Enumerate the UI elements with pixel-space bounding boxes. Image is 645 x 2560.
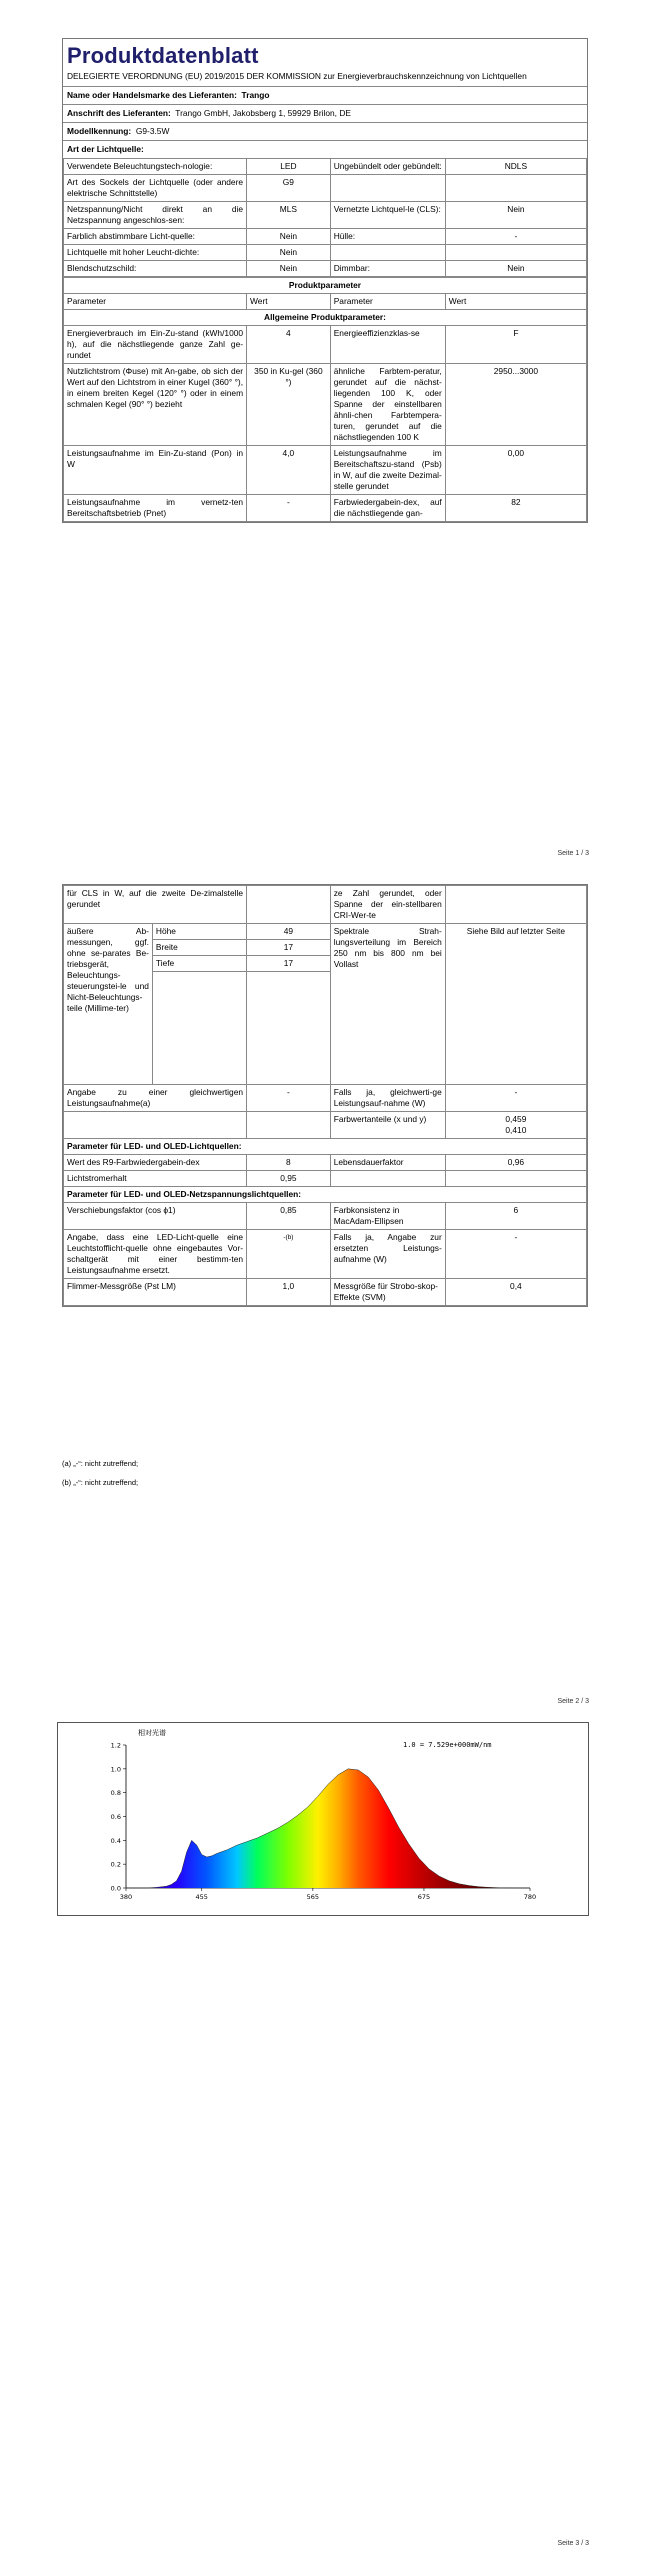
model-row — [63, 122, 587, 140]
type-cell: Lichtquelle mit hoher Leucht-dichte: — [64, 245, 247, 261]
replace-r-label: Falls ja, Angabe zur ersetzten Leistungs-aufnahme (W) — [330, 1230, 445, 1279]
mains-header: Parameter für LED- und OLED-Netzspannungslichtquellen: — [64, 1187, 587, 1203]
maint-empty-value — [445, 1171, 586, 1187]
maint-empty — [330, 1171, 445, 1187]
cont-left: für CLS in W, auf die zweite De-zimalstelle gerundet — [64, 886, 247, 924]
type-cell — [445, 175, 586, 202]
x-tick-label: 780 — [523, 1893, 537, 1901]
maint-label: Lichtstromerhalt — [64, 1171, 247, 1187]
general-row — [64, 446, 587, 495]
type-cell: Dimmbar: — [330, 261, 445, 277]
type-cell — [445, 245, 586, 261]
replace-r-value: - — [445, 1230, 586, 1279]
x-tick-label: 565 — [306, 1893, 320, 1901]
type-cell: Hülle: — [330, 229, 445, 245]
type-row — [64, 245, 587, 261]
params-table-continued — [63, 885, 587, 1306]
survival-value: 0,96 — [445, 1155, 586, 1171]
general-cell: 0,00 — [445, 446, 586, 495]
type-cell: NDLS — [445, 159, 586, 175]
equiv-label: Angabe zu einer gleichwertigen Leistungsaufnahme(a) — [64, 1085, 247, 1112]
r9-value: 8 — [247, 1155, 331, 1171]
general-cell: Leistungsaufnahme im vernetz-ten Bereitschaftsbetrieb (Pnet) — [64, 495, 247, 522]
chroma-empty — [64, 1112, 247, 1139]
svm-label: Messgröße für Strobo-skop-Effekte (SVM) — [330, 1279, 445, 1306]
x-tick-label: 380 — [119, 1893, 133, 1901]
led-header: Parameter für LED- und OLED-Lichtquellen: — [64, 1139, 587, 1155]
type-row — [64, 159, 587, 175]
general-cell: Energieverbrauch im Ein-Zu-stand (kWh/1000 h), auf die nächstliegende ganze Zahl ge-rundet — [64, 326, 247, 364]
type-cell — [330, 245, 445, 261]
dim-value-1: 17 — [247, 940, 331, 956]
page-title: Produktdatenblatt — [67, 43, 259, 68]
general-cell: F — [445, 326, 586, 364]
address-label: Anschrift des Lieferanten: — [67, 108, 171, 118]
dim-label-0: Höhe — [152, 924, 246, 940]
y-tick-label: 0.8 — [110, 1789, 121, 1798]
general-cell: 4,0 — [247, 446, 331, 495]
type-table — [63, 158, 587, 277]
general-row — [64, 364, 587, 446]
type-cell: - — [445, 229, 586, 245]
footnote-a: (a) „-“: nicht zutreffend; — [62, 1459, 139, 1468]
general-header: Allgemeine Produktparameter: — [64, 310, 587, 326]
cont-left-value — [247, 886, 331, 924]
supplier-row — [63, 86, 587, 104]
supplier-label: Name oder Handelsmarke des Lieferanten: — [67, 90, 237, 100]
cont-right: ze Zahl gerundet, oder Spanne der ein-stellbaren CRI-Wer-te — [330, 886, 445, 924]
type-cell: G9 — [247, 175, 331, 202]
type-cell — [330, 175, 445, 202]
chroma-empty-value — [247, 1112, 331, 1139]
params-header: Produktparameter — [64, 278, 587, 294]
x-tick-label: 455 — [195, 1893, 208, 1901]
page-2 — [0, 860, 645, 1710]
type-cell: Nein — [445, 202, 586, 229]
type-cell: Vernetzte Lichtquel-le (CLS): — [330, 202, 445, 229]
page-1 — [0, 0, 645, 860]
r9-label: Wert des R9-Farbwiedergabein-dex — [64, 1155, 247, 1171]
type-cell: Nein — [247, 245, 331, 261]
spectrum-area — [126, 1769, 530, 1888]
svm-value: 0,4 — [445, 1279, 586, 1306]
y-tick-label: 0.0 — [110, 1884, 121, 1893]
replace-label: Angabe, dass eine LED-Licht-quelle eine Leuchtstofflicht-quelle ohne eingebautes Vor-schaltgerät mit einer bestimm-ten Leistungsaufnahme ersetzt. — [64, 1230, 247, 1279]
address-value: Trango GmbH, Jakobsberg 1, 59929 Brilon, DE — [175, 108, 351, 118]
chroma-value: 0,459 0,410 — [445, 1112, 586, 1139]
spectral-label: Spektrale Strah-lungsverteilung im Bereich 250 nm bis 800 nm bei Vollast — [330, 924, 445, 1085]
address-row — [63, 104, 587, 122]
type-row — [64, 175, 587, 202]
col-value-2: Wert — [445, 294, 586, 310]
type-label: Art der Lichtquelle: — [63, 140, 587, 158]
chart-annotation: 1.0 = 7.529e+000mW/nm — [403, 1741, 492, 1749]
dim-value-0: 49 — [247, 924, 331, 940]
type-row — [64, 202, 587, 229]
equiv-r-label: Falls ja, gleichwerti-ge Leistungsauf-nahme (W) — [330, 1085, 445, 1112]
datasheet-box-continued — [62, 884, 588, 1307]
dim-filler-value — [247, 972, 331, 1085]
chart-title: 相对光谱 — [138, 1729, 166, 1737]
dim-label-1: Breite — [152, 940, 246, 956]
dims-label: äußere Ab-messungen, ggf. ohne se-parates Be-triebsgerät, Beleuchtungs-steuerungstei-le und Nicht-Beleuchtungs-teile (Millime-ter) — [64, 924, 153, 1085]
x-tick-label: 675 — [417, 1893, 431, 1901]
general-cell: Leistungsaufnahme im Bereitschaftszu-stand (Psb) in W, auf die zweite Dezimal-stelle gerundet — [330, 446, 445, 495]
dim-value-2: 17 — [247, 956, 331, 972]
type-cell: Farblich abstimmbare Licht-quelle: — [64, 229, 247, 245]
params-table — [63, 277, 587, 522]
y-tick-label: 0.6 — [110, 1813, 121, 1821]
general-cell: 350 in Ku-gel (360 °) — [247, 364, 331, 446]
col-param-2: Parameter — [330, 294, 445, 310]
type-cell: Netzspannung/Nicht direkt an die Netzspannung angeschlos-sen: — [64, 202, 247, 229]
general-cell: - — [247, 495, 331, 522]
general-cell: Farbwiedergabein-dex, auf die nächstliegende gan- — [330, 495, 445, 522]
datasheet-box — [62, 38, 588, 523]
regulation-text: DELEGIERTE VERORDNUNG (EU) 2019/2015 DER KOMMISSION zur Energieverbrauchskennzeichnung von Lichtquellen — [67, 71, 527, 81]
general-row — [64, 495, 587, 522]
type-cell: LED — [247, 159, 331, 175]
supplier-value: Trango — [241, 90, 270, 100]
cont-right-value — [445, 886, 586, 924]
general-cell: 2950...3000 — [445, 364, 586, 446]
type-cell: Nein — [247, 261, 331, 277]
type-cell: Verwendete Beleuchtungstech-nologie: — [64, 159, 247, 175]
general-cell: ähnliche Farbtem-peratur, gerundet auf die nächst-liegenden 100 K, oder Spanne der einstellbaren ähnli-chen Farbtempera-turen, gerundet auf die nächstliegenden 100 K — [330, 364, 445, 446]
y-tick-label: 1.2 — [110, 1741, 121, 1750]
type-cell: Art des Sockels der Lichtquelle (oder andere elektrische Schnittstelle) — [64, 175, 247, 202]
dim-label-2: Tiefe — [152, 956, 246, 972]
y-tick-label: 1.0 — [110, 1765, 121, 1774]
col-value-1: Wert — [247, 294, 331, 310]
y-tick-label: 0.4 — [110, 1836, 121, 1845]
macadam-label: Farbkonsistenz in MacAdam-Ellipsen — [330, 1203, 445, 1230]
general-cell: 4 — [247, 326, 331, 364]
general-cell: Leistungsaufnahme im Ein-Zu-stand (Pon) in W — [64, 446, 247, 495]
spectrum-chart — [57, 1722, 589, 1916]
equiv-value: - — [247, 1085, 331, 1112]
model-label: Modellkennung: — [67, 126, 132, 136]
flicker-label: Flimmer-Messgröße (Pst LM) — [64, 1279, 247, 1306]
flicker-value: 1,0 — [247, 1279, 331, 1306]
chroma-label: Farbwertanteile (x und y) — [330, 1112, 445, 1139]
type-cell: Nein — [445, 261, 586, 277]
y-tick-label: 0.2 — [110, 1860, 121, 1869]
page-number-1: Seite 1 / 3 — [557, 850, 589, 857]
type-row — [64, 261, 587, 277]
type-cell: Nein — [247, 229, 331, 245]
spectral-value: Siehe Bild auf letzter Seite — [445, 924, 586, 1085]
spectrum-chart-svg — [58, 1723, 586, 1913]
general-cell: Energieeffizienzklas-se — [330, 326, 445, 364]
disp-label: Verschiebungsfaktor (cos ϕ1) — [64, 1203, 247, 1230]
page-number-2: Seite 2 / 3 — [557, 1698, 589, 1705]
general-cell: 82 — [445, 495, 586, 522]
macadam-value: 6 — [445, 1203, 586, 1230]
disp-value: 0,85 — [247, 1203, 331, 1230]
model-value: G9-3.5W — [135, 126, 170, 136]
replace-value: -(b) — [247, 1230, 331, 1279]
general-cell: Nutzlichtstrom (Φuse) mit An-gabe, ob sich der Wert auf den Lichtstrom in einer Kugel (360° °), in einem breiten Kegel (120° °) oder in einem schmalen Kegel (90° °) bezieht — [64, 364, 247, 446]
footnote-b: (b) „-“: nicht zutreffend; — [62, 1478, 139, 1487]
survival-label: Lebensdauerfaktor — [330, 1155, 445, 1171]
dim-filler — [152, 972, 246, 1085]
type-row — [64, 229, 587, 245]
general-row — [64, 326, 587, 364]
type-cell: Ungebündelt oder gebündelt: — [330, 159, 445, 175]
type-cell: MLS — [247, 202, 331, 229]
type-cell: Blendschutzschild: — [64, 261, 247, 277]
col-param-1: Parameter — [64, 294, 247, 310]
maint-value: 0,95 — [247, 1171, 331, 1187]
equiv-r-value: - — [445, 1085, 586, 1112]
page-number-3: Seite 3 / 3 — [557, 2540, 589, 2547]
